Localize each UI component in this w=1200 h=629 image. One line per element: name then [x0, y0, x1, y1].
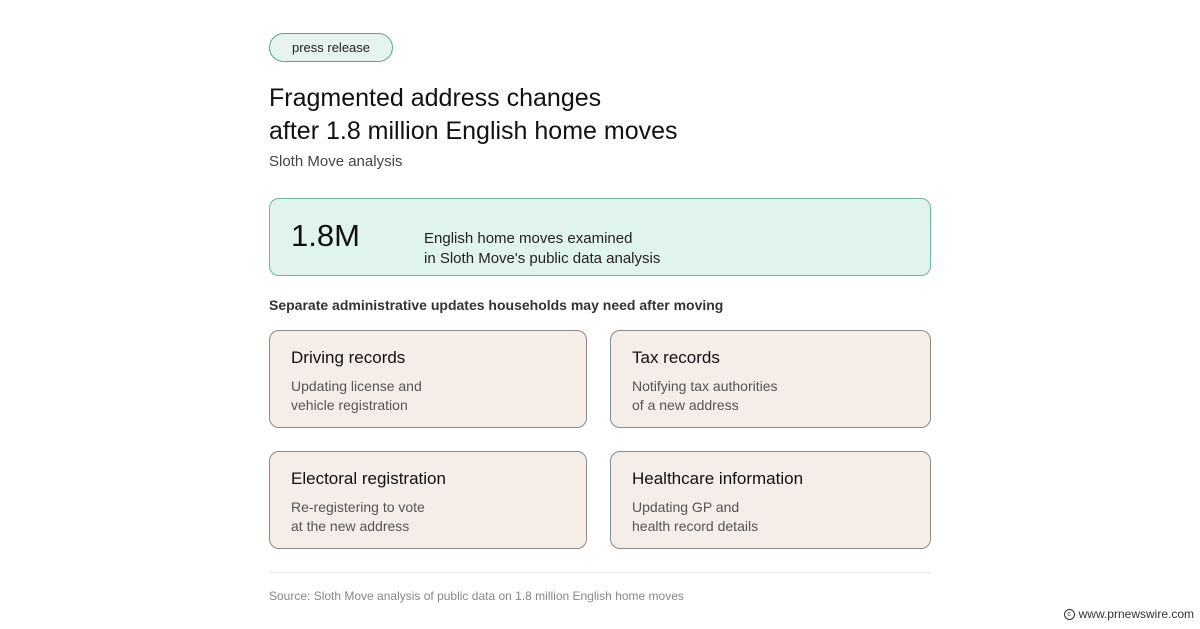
stat-value: 1.8M — [291, 218, 360, 253]
card-body-line-2: at the new address — [291, 518, 410, 534]
stat-description-line-2: in Sloth Move's public data analysis — [424, 250, 661, 267]
card-body-line-1: Updating GP and — [632, 499, 740, 515]
footer-divider — [269, 572, 931, 573]
copyright-icon: c — [1064, 609, 1075, 620]
card-body-line-2: vehicle registration — [291, 397, 408, 413]
source-note: Source: Sloth Move analysis of public data on 1.8 million English home moves — [269, 589, 684, 603]
card-body — [632, 377, 778, 415]
watermark-text: www.prnewswire.com — [1078, 607, 1194, 621]
stat-description — [424, 229, 660, 269]
card-body-line-1: Notifying tax authorities — [632, 378, 778, 394]
card-body-line-2: of a new address — [632, 397, 739, 413]
stat-highlight-box — [269, 198, 931, 276]
title-line-2: after 1.8 million English home moves — [269, 117, 678, 145]
card-driving-records — [269, 330, 587, 428]
card-body-line-1: Updating license and — [291, 378, 422, 394]
card-body — [632, 498, 758, 536]
card-title: Healthcare information — [632, 469, 804, 488]
card-electoral-registration — [269, 451, 587, 549]
card-title: Electoral registration — [291, 469, 446, 488]
stat-description-line-1: English home moves examined — [424, 230, 633, 247]
card-title: Driving records — [291, 348, 406, 367]
card-body — [291, 498, 425, 536]
page-title — [269, 82, 678, 148]
prnewswire-watermark — [1064, 607, 1194, 621]
card-title: Tax records — [632, 348, 720, 367]
title-line-1: Fragmented address changes — [269, 84, 602, 112]
card-body-line-1: Re-registering to vote — [291, 499, 425, 515]
section-heading: Separate administrative updates households may need after moving — [269, 297, 724, 313]
card-body-line-2: health record details — [632, 518, 759, 534]
card-tax-records — [610, 330, 931, 428]
page-subtitle: Sloth Move analysis — [269, 153, 403, 170]
press-release-badge: press release — [269, 33, 393, 62]
card-healthcare-information — [610, 451, 931, 549]
card-body — [291, 377, 422, 415]
